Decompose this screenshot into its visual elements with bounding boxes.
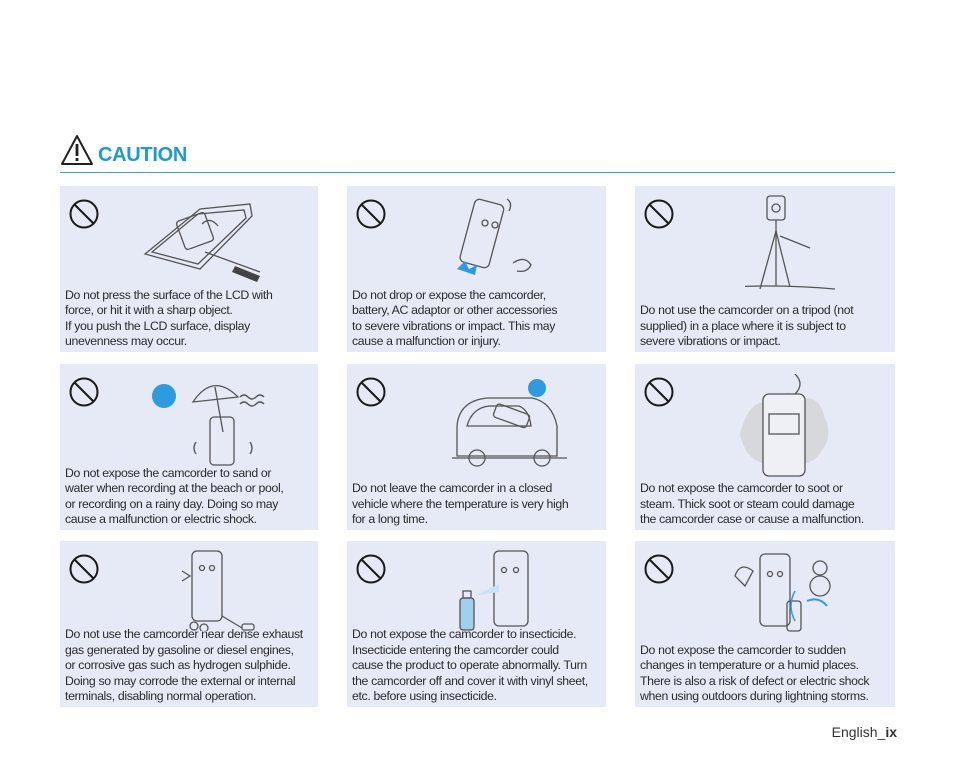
caption-line: cause the product to operate abnormally. Turn: [352, 658, 587, 673]
caption-line: water when recording at the beach or pool,: [65, 481, 284, 496]
caution-caption: [65, 466, 314, 528]
caution-header: [60, 132, 895, 173]
insecticide-spray-illustration: [452, 546, 552, 636]
caution-card: [635, 364, 895, 530]
caption-line: Do not expose the camcorder to insecticide.: [352, 627, 577, 642]
caution-caption: [352, 627, 602, 705]
prohibited-icon: [355, 553, 387, 585]
lcd-press-illustration: [140, 194, 265, 284]
caution-caption: [65, 627, 314, 705]
caption-line: to severe vibrations or impact. This may: [352, 318, 556, 333]
caption-line: steam. Thick soot or steam could damage: [640, 496, 855, 511]
caution-card: [347, 186, 606, 352]
caution-card: [60, 364, 318, 530]
caution-title: CAUTION: [98, 144, 188, 166]
caption-line: force, or hit it with a sharp object.: [65, 303, 233, 318]
prohibited-icon: [68, 376, 100, 408]
caption-line: or recording on a rainy day. Doing so may: [65, 496, 279, 511]
caption-line: the camcorder off and cover it with vinyl sheet,: [352, 673, 588, 688]
tripod-illustration: [745, 191, 835, 301]
prohibited-icon: [643, 198, 675, 230]
caption-line: Insecticide entering the camcorder could: [352, 642, 559, 657]
caution-card: [347, 364, 606, 530]
caution-card: [635, 186, 895, 352]
footer-language: English_: [831, 724, 886, 740]
prohibited-icon: [355, 376, 387, 408]
caption-line: supplied) in a place where it is subject to: [640, 318, 846, 333]
caution-card: [60, 186, 318, 352]
page-number: ix: [885, 724, 897, 740]
page-footer: [832, 724, 897, 740]
caption-line: Do not use the camcorder near dense exhaust: [65, 627, 303, 642]
caption-line: vehicle where the temperature is very high: [352, 496, 569, 511]
caution-caption: [352, 481, 602, 528]
caption-line: gas generated by gasoline or diesel engines,: [65, 642, 294, 657]
caption-line: unevenness may occur.: [65, 334, 187, 349]
prohibited-icon: [643, 553, 675, 585]
caption-line: battery, AC adaptor or other accessories: [352, 303, 558, 318]
caution-card: [60, 541, 318, 707]
temperature-change-illustration: [725, 546, 835, 641]
caption-line: for a long time.: [352, 512, 428, 527]
warning-triangle-icon: [60, 134, 94, 166]
caption-line: cause a malfunction or electric shock.: [65, 512, 257, 527]
caption-line: Do not expose the camcorder to sudden: [640, 642, 846, 657]
caution-caption: [640, 303, 891, 350]
caption-line: If you push the LCD surface, display: [65, 318, 250, 333]
caution-card: [635, 541, 895, 707]
prohibited-icon: [68, 553, 100, 585]
caption-line: terminals, disabling normal operation.: [65, 689, 257, 704]
closed-car-illustration: [452, 376, 567, 471]
caption-line: Do not press the surface of the LCD with: [65, 287, 273, 302]
beach-rain-illustration: [148, 372, 278, 467]
caption-line: Do not use the camcorder on a tripod (not: [640, 303, 854, 318]
caption-line: cause a malfunction or injury.: [352, 334, 501, 349]
caution-caption: [640, 481, 891, 528]
caption-line: Do not leave the camcorder in a closed: [352, 481, 552, 496]
caution-caption: [352, 288, 602, 350]
caption-line: changes in temperature or a humid places.: [640, 658, 859, 673]
prohibited-icon: [68, 198, 100, 230]
caption-line: etc. before using insecticide.: [352, 689, 497, 704]
caption-line: when using outdoors during lightning storms.: [640, 689, 869, 704]
caution-card: [347, 541, 606, 707]
caption-line: the camcorder case or cause a malfunction.: [640, 512, 864, 527]
caption-line: severe vibrations or impact.: [640, 334, 781, 349]
caption-line: Doing so may corrode the external or internal: [65, 673, 296, 688]
caution-caption: [65, 288, 314, 350]
caption-line: Do not expose the camcorder to soot or: [640, 481, 843, 496]
exhaust-gas-illustration: [172, 546, 262, 631]
caption-line: or corrosive gas such as hydrogen sulphide.: [65, 658, 291, 673]
caption-line: Do not drop or expose the camcorder,: [352, 287, 546, 302]
steam-soot-illustration: [735, 374, 835, 484]
caution-caption: [640, 643, 891, 705]
dropped-camcorder-illustration: [447, 191, 542, 286]
prohibited-icon: [355, 198, 387, 230]
caption-line: Do not expose the camcorder to sand or: [65, 465, 272, 480]
caption-line: There is also a risk of defect or electric shock: [640, 673, 870, 688]
prohibited-icon: [643, 376, 675, 408]
